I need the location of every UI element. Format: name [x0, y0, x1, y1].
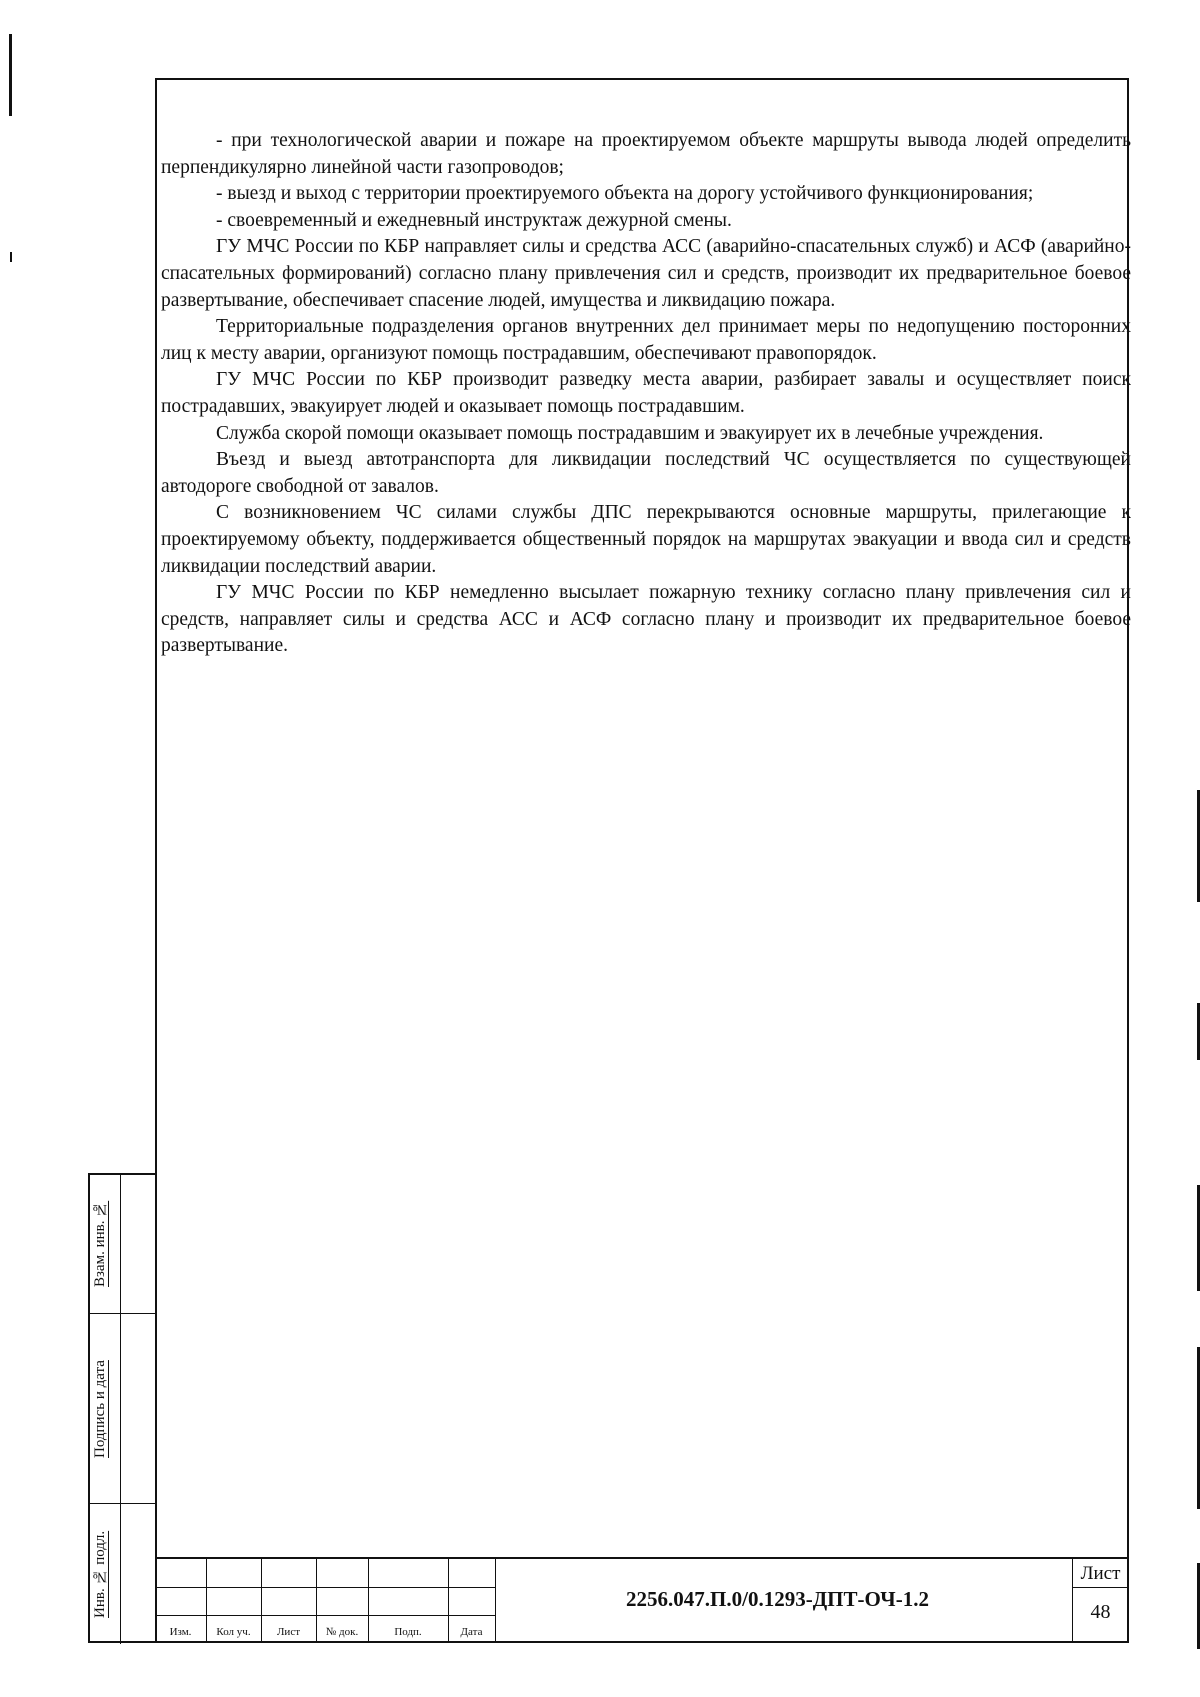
- paragraph: - при технологической аварии и пожаре на проектируемом объекте маршруты вывода людей определить перпендикулярно линейной части газопроводов;: [161, 130, 1131, 178]
- column-label-data: Дата: [460, 1626, 483, 1638]
- sheet-number: 48: [1090, 1601, 1111, 1623]
- column-label-podp: Подп.: [394, 1626, 422, 1638]
- sidebar-label-inv-podl: Инв. № подл.: [92, 1530, 108, 1618]
- paragraph: Служба скорой помощи оказывает помощь пострадавшим и эвакуирует их в лечебные учреждения.: [216, 422, 1044, 444]
- paragraph: - выезд и выход с территории проектируемого объекта на дорогу устойчивого функционирования;: [216, 183, 1034, 205]
- sidebar-cell-vzam-inv: [90, 1175, 155, 1313]
- paragraph: ГУ МЧС России по КБР немедленно высылает пожарную технику согласно плану привлечения сил и средств, направляет силы и средства АСС и АСФ согласно плану и производит их предварительное боевое развертывание.: [161, 582, 1131, 657]
- sidebar-cell-inv-podl: [90, 1503, 155, 1644]
- column-label-kol-uch: Кол уч.: [216, 1626, 251, 1638]
- sheet-label: Лист: [1080, 1563, 1121, 1584]
- column-label-list: Лист: [276, 1626, 301, 1638]
- paragraph: С возникновением ЧС силами службы ДПС перекрываются основные маршруты, прилегающие к проектируемому объекту, поддерживается общественный порядок на маршрутах эвакуации и ввода сил и средств ликвидации последствий аварии.: [161, 502, 1131, 577]
- paragraph: ГУ МЧС России по КБР производит разведку места аварии, разбирает завалы и осуществляет поиск пострадавших, эвакуирует людей и оказывает помощь пострадавшим.: [161, 369, 1131, 417]
- document-code: 2256.047.П.0/0.1293-ДПТ-ОЧ-1.2: [626, 1587, 929, 1611]
- sidebar-label-vzam-inv: Взам. инв. №: [92, 1200, 108, 1288]
- scan-edge-mark: [9, 34, 12, 116]
- column-label-izm: Изм.: [169, 1626, 192, 1638]
- paragraph: - своевременный и ежедневный инструктаж дежурной смены.: [216, 209, 732, 231]
- sidebar-label-podpis-data: Подпись и дата: [92, 1360, 108, 1458]
- approval-sidebar: [88, 1173, 155, 1643]
- column-label-nom-dok: № док.: [325, 1626, 359, 1638]
- scan-edge-mark: [10, 252, 12, 262]
- paragraph: Въезд и выезд автотранспорта для ликвидации последствий ЧС осуществляется по существующей автодороге свободной от завалов.: [161, 449, 1131, 497]
- title-block: [155, 1557, 1129, 1643]
- document-body: [161, 128, 1131, 660]
- sidebar-cell-podpis-data: [90, 1313, 155, 1504]
- paragraph: ГУ МЧС России по КБР направляет силы и средства АСС (аварийно-спасательных служб) и АСФ (аварийно-спасательных формирований) согласно плану привлечения сил и средств, производит их предварительное боевое развертывание, обеспечивает спасение людей, имущества и ликвидацию пожара.: [161, 236, 1131, 311]
- paragraph: Территориальные подразделения органов внутренних дел принимает меры по недопущению посторонних лиц к месту аварии, организуют помощь пострадавшим, обеспечивают правопорядок.: [161, 316, 1131, 364]
